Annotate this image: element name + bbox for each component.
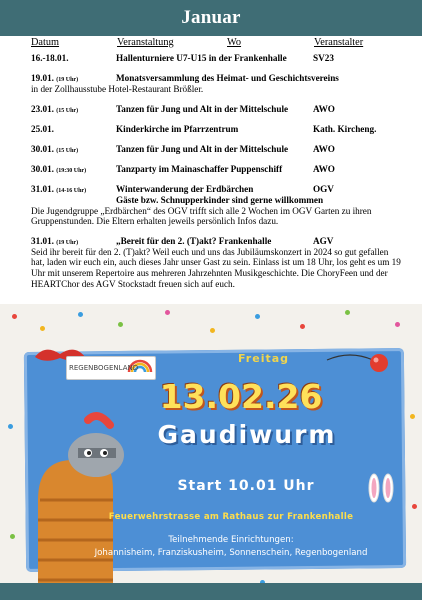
event-date: 19.01. bbox=[31, 73, 54, 83]
event-title: Kinderkirche im Pfarrzentrum bbox=[116, 123, 239, 134]
event-date: 25.01. bbox=[31, 123, 54, 134]
header-datum: Datum bbox=[31, 37, 60, 48]
event-row bbox=[31, 144, 401, 155]
confetti bbox=[118, 322, 123, 327]
confetti bbox=[40, 326, 45, 331]
logo-text: REGENBOGENLAND bbox=[69, 364, 139, 372]
event-subtitle: Gäste bzw. Schnupperkinder sind gerne willkommen bbox=[116, 194, 324, 205]
poster-date: 13.02.26 bbox=[159, 377, 323, 416]
table-header bbox=[0, 37, 422, 50]
event-row bbox=[31, 236, 401, 247]
event-title: Winterwanderung der Erdbärchen bbox=[116, 183, 254, 194]
poster-location: Feuerwehrstrasse am Rathaus zur Frankenhalle bbox=[108, 512, 354, 522]
clown-nose-icon bbox=[325, 342, 395, 382]
page-title: Januar bbox=[181, 7, 241, 28]
event-row bbox=[31, 73, 401, 84]
header-veranstalter: Veranstalter bbox=[314, 37, 364, 48]
confetti bbox=[78, 312, 83, 317]
confetti bbox=[300, 324, 305, 329]
event-organizer: AWO bbox=[313, 143, 335, 154]
event-time: (14-16 Uhr) bbox=[56, 187, 87, 194]
confetti bbox=[165, 310, 170, 315]
event-organizer: AWO bbox=[313, 163, 335, 174]
event-date: 30.01. bbox=[31, 163, 54, 174]
event-row bbox=[31, 104, 401, 115]
event-description: Seid ihr bereit für den 2. (T)akt? Weil euch und uns das Jubiläumskonzert in 2024 so gut gefallen hat, laden wir euch ein, auch dieses Jahr unser Gast zu sein. Einlass ist um 18 Uhr, los geht es um 19 Uhr mit unserem Repertoire aus mehreren Jahrzehnten Musikgeschichte. Die ChoryFeen und der HEARTChor des AGV Stockstadt freuen sich auf euch. bbox=[31, 246, 401, 289]
event-organizer: AGV bbox=[313, 235, 334, 246]
event-description: Die Jugendgruppe „Erdbärchen“ des OGV trifft sich alle 2 Wochen im OGV Garten zu ihren Gruppenstunden. Die Eltern erhalten jeweils persönlich Infos dazu. bbox=[31, 205, 372, 227]
event-row bbox=[31, 164, 401, 175]
event-row bbox=[31, 53, 401, 64]
event-date: 31.01. bbox=[31, 183, 54, 194]
event-organizer: AWO bbox=[313, 103, 335, 114]
confetti bbox=[210, 328, 215, 333]
event-title: Tanzen für Jung und Alt in der Mittelschule bbox=[116, 103, 289, 114]
confetti bbox=[12, 314, 17, 319]
bottom-bar bbox=[0, 583, 422, 600]
confetti bbox=[345, 310, 350, 315]
event-organizer: SV23 bbox=[313, 53, 334, 63]
poster-start: Start 10.01 Uhr bbox=[177, 478, 315, 494]
event-row bbox=[31, 184, 401, 195]
event-title: Tanzparty im Mainaschaffer Puppenschiff bbox=[116, 163, 283, 174]
event-title: Tanzen für Jung und Alt in der Mittelschule bbox=[116, 143, 289, 154]
poster-participants-label: Teilnehmende Einrichtungen: bbox=[168, 535, 294, 545]
event-date: 31.01. bbox=[31, 235, 54, 246]
event-title: Hallenturniere U7-U15 in der Frankenhalle bbox=[116, 53, 287, 63]
event-date: 16.-18.01. bbox=[31, 53, 69, 63]
header-veranstaltung: Veranstaltung bbox=[117, 37, 174, 48]
event-date: 30.01. bbox=[31, 143, 54, 154]
header-wo: Wo bbox=[227, 37, 242, 48]
event-time: (15 Uhr) bbox=[56, 147, 79, 154]
confetti bbox=[412, 504, 417, 509]
poster-day: Freitag bbox=[238, 352, 290, 365]
event-time: (19:30 Uhr) bbox=[56, 167, 87, 174]
regenbogenland-logo bbox=[66, 356, 156, 380]
confetti bbox=[395, 322, 400, 327]
bunny-ears-icon bbox=[360, 470, 400, 510]
event-organizer: Kath. Kircheng. bbox=[313, 123, 377, 134]
event-organizer: OGV bbox=[313, 183, 334, 194]
confetti bbox=[255, 314, 260, 319]
events-list bbox=[31, 52, 401, 289]
event-time: (19 Uhr) bbox=[56, 239, 79, 246]
event-date: 23.01. bbox=[31, 103, 54, 114]
event-time: (15 Uhr) bbox=[56, 107, 79, 114]
poster-participants: Johannisheim, Franziskusheim, Sonnenschein, Regenbogenland bbox=[94, 548, 368, 558]
event-description: in der Zollhausstube Hotel-Restaurant Brößler. bbox=[31, 84, 204, 94]
title-bar bbox=[0, 0, 422, 36]
event-title: „Bereit für den 2. (T)akt? Frankenhalle bbox=[116, 235, 272, 246]
poster-name: Gaudiwurm bbox=[157, 420, 337, 449]
event-title: Monatsversammlung des Heimat- und Geschichtsvereins bbox=[116, 73, 339, 83]
event-time: (19 Uhr) bbox=[56, 77, 79, 83]
event-row bbox=[31, 124, 401, 135]
